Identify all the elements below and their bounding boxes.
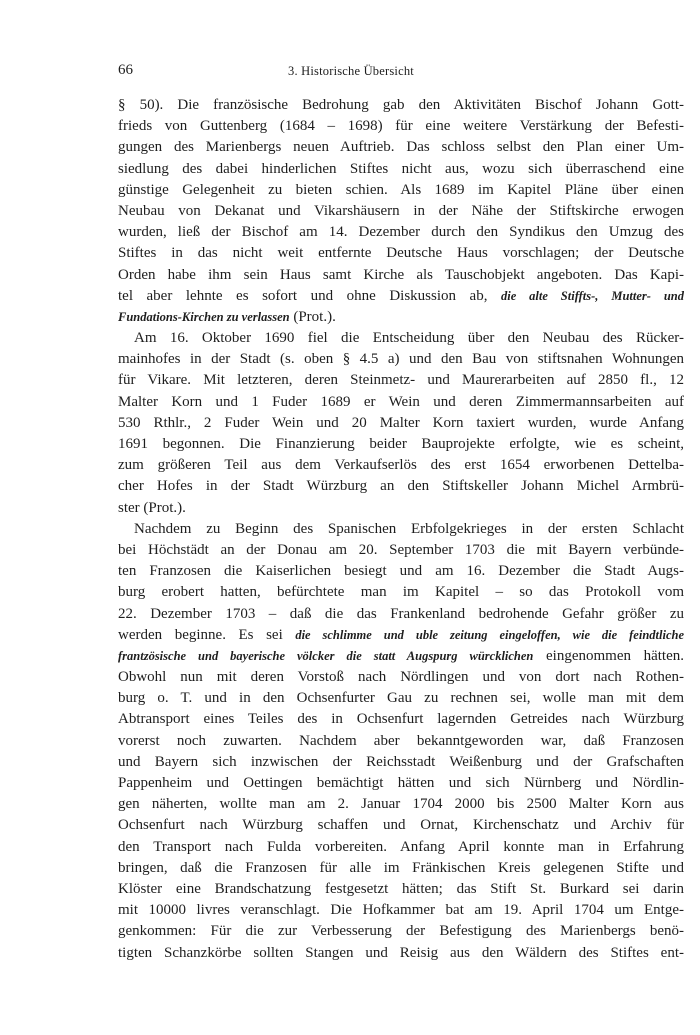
- text-run: § 50). Die französische Bedrohung gab den Aktivitäten Bischof Johann Gott-: [118, 97, 684, 113]
- text-line: [118, 137, 684, 158]
- text-line: [118, 434, 684, 455]
- text-run: bringen, daß die Franzosen für alle im Fränkischen Kreis gelegenen Stifte und: [118, 859, 684, 876]
- text-line: [118, 286, 684, 307]
- text-line: [118, 116, 684, 137]
- text-run: tigten Schanzkörbe sollten Stangen und Reisig aus den Wäldern des Stiftes ent-: [118, 944, 684, 961]
- text-line: [118, 392, 684, 413]
- text-run: eingenommen hätten.: [533, 647, 684, 664]
- quotation-text: frantzösische und bayerische völcker die statt Augspurg würcklichen: [118, 648, 534, 663]
- text-line: [118, 307, 684, 328]
- text-line: [118, 455, 684, 476]
- text-line: [118, 222, 684, 243]
- text-line: [118, 476, 684, 497]
- text-run: wurden, ließ der Bischof am 14. Dezember durch den Syndikus den Umzug des: [118, 224, 684, 241]
- text-run: vorerst noch zuwarten. Nachdem aber bekanntgeworden war, daß Franzosen: [118, 732, 684, 749]
- text-run: günstige Gelegenheit zu bieten schien. Als 1689 im Kapitel Pläne über einen: [118, 181, 684, 198]
- text-line: [118, 688, 684, 709]
- text-run: mainhofes in der Stadt (s. oben § 4.5 a) und den Bau von stiftsnahen Wohnungen: [118, 351, 684, 368]
- text-line: [118, 95, 684, 116]
- text-line: [118, 582, 684, 603]
- text-run: Abtransport eines Teiles des in Ochsenfurt lagernden Getreides nach Würzburg: [118, 711, 684, 728]
- text-line: [118, 413, 684, 434]
- text-line: [118, 604, 684, 625]
- text-run: mit 10000 livres veranschlagt. Die Hofkammer bat am 19. April 1704 um Entge-: [118, 902, 684, 919]
- text-run: Stiftes in das nicht weit entfernte Deutsche Haus vorschlagen; der Deutsche: [118, 245, 684, 262]
- text-line: [118, 265, 684, 286]
- text-line: [118, 709, 684, 730]
- text-run: (Prot.).: [289, 308, 336, 325]
- text-run: ster (Prot.).: [118, 499, 186, 516]
- text-run: werden beginne. Es sei: [118, 626, 296, 643]
- text-run: bei Höchstädt an der Donau am 20. September 1703 die mit Bayern verbünde-: [118, 541, 684, 558]
- text-run: Nachdem zu Beginn des Spanischen Erbfolgekrieges in der ersten Schlacht: [134, 520, 684, 537]
- text-run: genkommen: Für die zur Verbesserung der Befestigung des Marienbergs benö-: [118, 923, 684, 940]
- text-line: [118, 794, 684, 815]
- text-line: [118, 243, 684, 264]
- text-run: frieds von Guttenberg (1684 – 1698) für eine weitere Verstärkung der Befesti-: [118, 118, 684, 135]
- text-run: gen näherten, wollte man am 2. Januar 1704 2000 bis 2500 Malter Korn aus: [118, 796, 684, 813]
- text-line: [118, 921, 684, 942]
- text-run: für Vikare. Mit letzteren, deren Steinmetz- und Maurerarbeiten auf 2850 fl., 12: [118, 372, 684, 389]
- quotation-text: Fundations-Kirchen zu verlassen: [118, 309, 290, 324]
- text-line: [118, 943, 684, 964]
- text-line: [118, 731, 684, 752]
- text-line: [118, 519, 684, 540]
- text-run: gungen des Marienbergs neuen Auftrieb. Das schloss selbst den Plan einer Um-: [118, 139, 684, 156]
- page-header: [118, 60, 584, 80]
- text-line: [118, 646, 684, 667]
- text-run: zum größeren Teil aus dem Verkaufserlös des erst 1654 erworbenen Dettelba-: [118, 457, 684, 474]
- text-run: siedlung des dabei hinderlichen Stiftes nicht aus, wozu sich überraschend eine: [118, 160, 684, 177]
- text-run: 22. Dezember 1703 – daß die das Frankenland bedrohende Gefahr größer zu: [118, 605, 684, 622]
- text-line: [118, 540, 684, 561]
- text-line: [118, 773, 684, 794]
- page-number: 66: [118, 62, 133, 78]
- text-run: Klöster eine Brandschatzung festgesetzt hätten; das Stift St. Burkard sei darin: [118, 880, 684, 897]
- text-run: 530 Rthlr., 2 Fuder Wein und 20 Malter Korn taxiert wurden, wurde Anfang: [118, 414, 684, 431]
- text-line: [118, 159, 684, 180]
- text-run: tel aber lehnte es sofort und ohne Diskussion ab,: [118, 287, 501, 304]
- text-line: [118, 837, 684, 858]
- text-run: Pappenheim und Oettingen bemächtigt hätten und sich Nürnberg und Nördlin-: [118, 775, 684, 791]
- text-run: burg o. T. und in den Ochsenfurter Gau zu rechnen sei, wolle man mit dem: [118, 690, 684, 707]
- text-run: Orden habe ihm sein Haus samt Kirche als Tauschobjekt angeboten. Das Kapi-: [118, 266, 684, 283]
- running-title: 3. Historische Übersicht: [288, 64, 414, 78]
- text-run: Obwohl nun mit deren Vorstoß nach Nördlingen und von dort nach Rothen-: [118, 669, 684, 686]
- text-line: [118, 349, 684, 370]
- text-line: [118, 561, 684, 582]
- text-line: [118, 370, 684, 391]
- text-line: [118, 328, 684, 349]
- text-line: [118, 879, 684, 900]
- text-line: [118, 900, 684, 921]
- text-line: [118, 858, 684, 879]
- text-run: und Bayern sich inzwischen der Reichsstadt Weißenburg und der Grafschaften: [118, 753, 684, 770]
- text-run: burg erobert hatten, befürchtete man im Kapitel – so das Protokoll vom: [118, 584, 684, 601]
- text-run: cher Hofes in der Stadt Würzburg an den Stiftskeller Johann Michel Armbrü-: [118, 478, 684, 495]
- text-line: [118, 667, 684, 688]
- text-run: 1691 begonnen. Die Finanzierung beider Bauprojekte erfolgte, wie es scheint,: [118, 436, 684, 452]
- text-line: [118, 180, 684, 201]
- quotation-text: die alte Stiffts-, Mutter- und: [500, 288, 684, 303]
- text-line: [118, 625, 684, 646]
- quotation-text: die schlimme und uble zeitung eingeloffen, wie die feindtliche: [295, 627, 684, 642]
- text-line: [118, 752, 684, 773]
- text-run: Malter Korn und 1 Fuder 1689 er Wein und deren Zimmermannsarbeiten auf: [118, 393, 684, 410]
- text-run: Ochsenfurt nach Würzburg schaffen und Ornat, Kirchenschatz und Archiv für: [118, 817, 684, 834]
- text-line: [118, 498, 684, 519]
- text-run: den Transport nach Fulda vorbereiten. Anfang April konnte man in Erfahrung: [118, 838, 684, 855]
- text-run: ten Franzosen die Kaiserlichen besiegt und am 16. Dezember die Stadt Augs-: [118, 563, 684, 580]
- text-line: [118, 815, 684, 836]
- text-line: [118, 201, 684, 222]
- text-run: Am 16. Oktober 1690 fiel die Entscheidung über den Neubau des Rücker-: [134, 330, 684, 347]
- text-run: Neubau von Dekanat und Vikarshäusern in der Nähe der Stiftskirche erwogen: [118, 202, 684, 219]
- body-text: [118, 95, 684, 964]
